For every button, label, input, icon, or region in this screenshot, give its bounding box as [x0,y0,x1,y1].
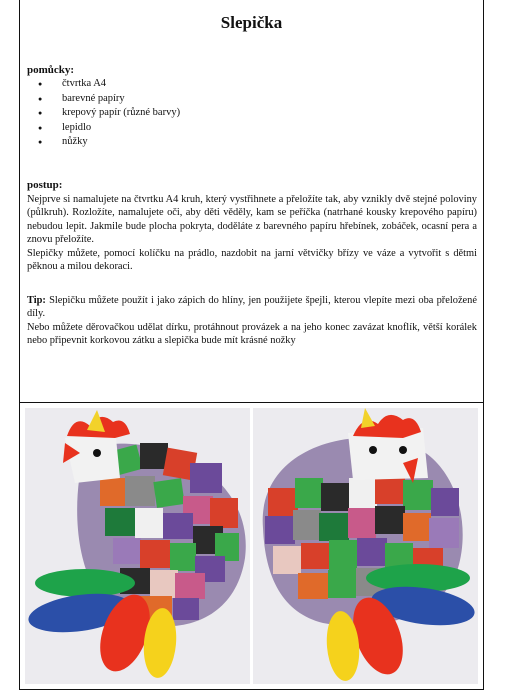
tip-text-1: Slepičku můžete použít i jako zápich do hlíny, jen použijete špejli, kterou vlepíte mezi oba přeložené díly. [27,295,477,320]
tip-label: Tip: [27,295,46,306]
page-title: Slepička [220,13,283,32]
hen-eye [93,449,101,457]
tools-list [28,77,180,150]
list-item: ● lepidlo [28,121,180,136]
hen-collage-left [25,408,250,684]
tools-heading: pomůcky: [27,64,75,76]
list-item: ● nůžky [28,135,180,150]
tip-block [27,294,477,348]
photo-hen-right [253,408,478,684]
procedure-paragraph-1: Nejprve si namalujete na čtvrtku A4 kruh, který vystřihnete a přeložíte tak, aby vznikly dvě stejné poloviny (půlkruh). Rozložíte, namalujete oči, aby děti věděly, kam se peříčka (natrhané kousky krepového papíru) nebudou lepit. Jakmile bude plocha pokryta, doděláte z barevného papíru hřebínek, zobáček, ocasní pera a znovu přeložíte. [27,194,477,246]
list-item: ● čtvrtka A4 [28,77,180,92]
list-item: ● barevné papíry [28,92,180,107]
hen-eye [369,446,377,454]
list-item: ● krepový papír (různé barvy) [28,106,180,121]
hen-collage-right [253,408,478,684]
procedure-text [27,193,477,273]
hen-eye [399,446,407,454]
tail-green [35,569,135,597]
tip-text-2: Nebo můžete děrovačkou udělat dírku, protáhnout provázek a na jeho konec zavázat knoflík, větší korálek nebo připevnit korkovou zátku a slepička bude mít krásné nožky [27,321,477,347]
photo-hen-left [25,408,250,684]
procedure-heading: postup: [27,179,63,191]
procedure-paragraph-2: Slepičky můžete, pomocí kolíčku na prádlo, nazdobit na jarní větvičky břízy ve váze a vytvořit s dětmi pěknou a milou dekoraci. [27,247,477,273]
